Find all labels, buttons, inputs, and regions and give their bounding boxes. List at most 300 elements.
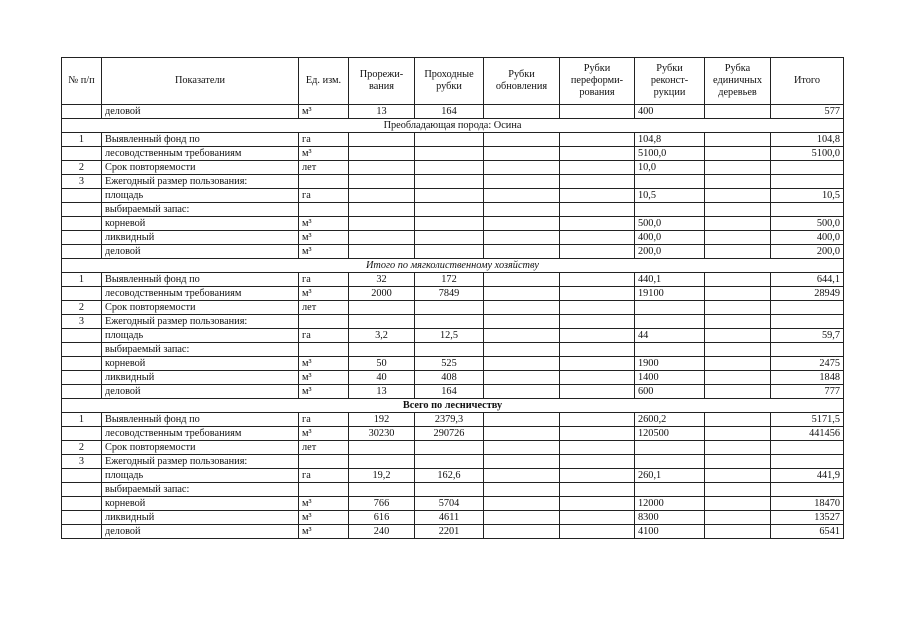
cell-unit: га: [299, 413, 349, 427]
section-title: Всего по лесничеству: [62, 399, 844, 413]
cell-unit: лет: [299, 441, 349, 455]
table-row: [62, 273, 844, 287]
cell-num: [62, 189, 102, 203]
cell-thinning: 40: [349, 371, 415, 385]
cell-reconstruction-cuttings: 2600,2: [635, 413, 705, 427]
cell-total: [771, 203, 844, 217]
cell-total: 777: [771, 385, 844, 399]
cell-renewal-cuttings: [484, 175, 560, 189]
cell-unit: га: [299, 133, 349, 147]
cell-single-tree-cutting: [705, 133, 771, 147]
cell-total: 644,1: [771, 273, 844, 287]
table-row: [62, 413, 844, 427]
cell-total: 13527: [771, 511, 844, 525]
cell-indicator: Ежегодный размер пользования:: [102, 315, 299, 329]
cell-pass-cuttings: [415, 133, 484, 147]
cell-renewal-cuttings: [484, 231, 560, 245]
cell-reform-cuttings: [560, 245, 635, 259]
table-row: [62, 497, 844, 511]
cell-reconstruction-cuttings: [635, 203, 705, 217]
cell-reconstruction-cuttings: 400: [635, 105, 705, 119]
cell-num: [62, 203, 102, 217]
cell-reconstruction-cuttings: 4100: [635, 525, 705, 539]
cell-indicator: лесоводственным требованиям: [102, 287, 299, 301]
cell-thinning: 13: [349, 385, 415, 399]
cell-total: 577: [771, 105, 844, 119]
cell-total: [771, 483, 844, 497]
cell-num: [62, 231, 102, 245]
cell-reconstruction-cuttings: 10,5: [635, 189, 705, 203]
cell-total: [771, 455, 844, 469]
table-row: [62, 441, 844, 455]
cell-reconstruction-cuttings: [635, 455, 705, 469]
cell-single-tree-cutting: [705, 105, 771, 119]
cell-indicator: корневой: [102, 357, 299, 371]
table-row: [62, 105, 844, 119]
cell-num: [62, 147, 102, 161]
cell-pass-cuttings: 2379,3: [415, 413, 484, 427]
cell-indicator: лесоводственным требованиям: [102, 427, 299, 441]
table-row: [62, 203, 844, 217]
cell-renewal-cuttings: [484, 133, 560, 147]
cell-thinning: 30230: [349, 427, 415, 441]
cell-single-tree-cutting: [705, 161, 771, 175]
cell-reconstruction-cuttings: 400,0: [635, 231, 705, 245]
cell-indicator: деловой: [102, 525, 299, 539]
cell-reform-cuttings: [560, 343, 635, 357]
table-row: [62, 175, 844, 189]
cell-unit: [299, 315, 349, 329]
table-row: [62, 371, 844, 385]
cell-num: 1: [62, 273, 102, 287]
cell-num: [62, 469, 102, 483]
cell-single-tree-cutting: [705, 231, 771, 245]
cell-total: 441,9: [771, 469, 844, 483]
cell-renewal-cuttings: [484, 287, 560, 301]
cell-num: [62, 483, 102, 497]
cell-unit: лет: [299, 161, 349, 175]
cell-total: 400,0: [771, 231, 844, 245]
cell-pass-cuttings: [415, 161, 484, 175]
cell-pass-cuttings: 525: [415, 357, 484, 371]
header-reconstruction-cuttings: Рубки реконст-рукции: [635, 58, 705, 105]
cell-reconstruction-cuttings: 1900: [635, 357, 705, 371]
cell-pass-cuttings: 164: [415, 105, 484, 119]
cell-renewal-cuttings: [484, 217, 560, 231]
cell-unit: м³: [299, 511, 349, 525]
cell-reform-cuttings: [560, 511, 635, 525]
cell-reconstruction-cuttings: 600: [635, 385, 705, 399]
cell-total: [771, 175, 844, 189]
cell-unit: м³: [299, 385, 349, 399]
cell-indicator: корневой: [102, 217, 299, 231]
cell-reform-cuttings: [560, 483, 635, 497]
cell-reform-cuttings: [560, 525, 635, 539]
cell-pass-cuttings: [415, 231, 484, 245]
cell-reform-cuttings: [560, 147, 635, 161]
cell-unit: га: [299, 329, 349, 343]
cell-indicator: ликвидный: [102, 371, 299, 385]
cell-indicator: лесоводственным требованиям: [102, 147, 299, 161]
cell-single-tree-cutting: [705, 175, 771, 189]
cell-reform-cuttings: [560, 273, 635, 287]
cell-pass-cuttings: [415, 441, 484, 455]
cell-thinning: [349, 217, 415, 231]
cell-unit: [299, 455, 349, 469]
cell-reconstruction-cuttings: [635, 301, 705, 315]
cell-thinning: [349, 315, 415, 329]
cell-single-tree-cutting: [705, 329, 771, 343]
cell-total: 2475: [771, 357, 844, 371]
cell-reconstruction-cuttings: 440,1: [635, 273, 705, 287]
cell-single-tree-cutting: [705, 455, 771, 469]
header-reform-cuttings: Рубки переформи-рования: [560, 58, 635, 105]
section-row: [62, 119, 844, 133]
cell-thinning: [349, 161, 415, 175]
cell-single-tree-cutting: [705, 441, 771, 455]
cell-renewal-cuttings: [484, 455, 560, 469]
cell-pass-cuttings: 7849: [415, 287, 484, 301]
cell-renewal-cuttings: [484, 413, 560, 427]
cell-num: [62, 217, 102, 231]
header-pass-cuttings: Проходные рубки: [415, 58, 484, 105]
cell-num: 3: [62, 315, 102, 329]
cell-indicator: Ежегодный размер пользования:: [102, 455, 299, 469]
cell-unit: м³: [299, 231, 349, 245]
table-row: [62, 385, 844, 399]
cell-pass-cuttings: 290726: [415, 427, 484, 441]
cell-single-tree-cutting: [705, 525, 771, 539]
header-num: № п/п: [62, 58, 102, 105]
cell-renewal-cuttings: [484, 497, 560, 511]
table-row: [62, 147, 844, 161]
cell-reform-cuttings: [560, 329, 635, 343]
table-row: [62, 189, 844, 203]
cell-single-tree-cutting: [705, 511, 771, 525]
cell-indicator: корневой: [102, 497, 299, 511]
cell-total: [771, 315, 844, 329]
cell-indicator: выбираемый запас:: [102, 343, 299, 357]
section-row: [62, 259, 844, 273]
cell-num: [62, 385, 102, 399]
cell-num: 3: [62, 175, 102, 189]
cell-single-tree-cutting: [705, 343, 771, 357]
cell-indicator: выбираемый запас:: [102, 483, 299, 497]
header-unit: Ед. изм.: [299, 58, 349, 105]
cell-single-tree-cutting: [705, 189, 771, 203]
cell-renewal-cuttings: [484, 371, 560, 385]
cell-num: [62, 371, 102, 385]
cell-thinning: [349, 441, 415, 455]
cell-reform-cuttings: [560, 413, 635, 427]
cell-reform-cuttings: [560, 455, 635, 469]
cell-reform-cuttings: [560, 161, 635, 175]
cell-num: 2: [62, 441, 102, 455]
cell-indicator: деловой: [102, 245, 299, 259]
cell-renewal-cuttings: [484, 315, 560, 329]
cell-reconstruction-cuttings: 200,0: [635, 245, 705, 259]
header-renewal-cuttings: Рубки обновления: [484, 58, 560, 105]
section-title: Итого по мягколиственному хозяйству: [62, 259, 844, 273]
cell-thinning: 50: [349, 357, 415, 371]
cell-pass-cuttings: [415, 343, 484, 357]
cell-unit: м³: [299, 497, 349, 511]
cell-single-tree-cutting: [705, 203, 771, 217]
cell-total: 59,7: [771, 329, 844, 343]
cell-unit: м³: [299, 105, 349, 119]
cell-thinning: [349, 343, 415, 357]
cell-reconstruction-cuttings: 500,0: [635, 217, 705, 231]
header-indicators: Показатели: [102, 58, 299, 105]
table-body: [62, 105, 844, 539]
cell-indicator: деловой: [102, 105, 299, 119]
cell-pass-cuttings: [415, 217, 484, 231]
cell-reconstruction-cuttings: [635, 175, 705, 189]
cell-num: [62, 427, 102, 441]
cell-reform-cuttings: [560, 217, 635, 231]
table-row: [62, 329, 844, 343]
cell-total: 500,0: [771, 217, 844, 231]
cell-pass-cuttings: 12,5: [415, 329, 484, 343]
cell-reconstruction-cuttings: [635, 441, 705, 455]
table-row: [62, 511, 844, 525]
cell-single-tree-cutting: [705, 469, 771, 483]
cell-reform-cuttings: [560, 427, 635, 441]
cell-single-tree-cutting: [705, 147, 771, 161]
cell-indicator: площадь: [102, 329, 299, 343]
cell-num: [62, 511, 102, 525]
cell-total: 1848: [771, 371, 844, 385]
cell-total: 5171,5: [771, 413, 844, 427]
cell-thinning: 3,2: [349, 329, 415, 343]
header-thinning: Прорежи-вания: [349, 58, 415, 105]
cell-total: [771, 343, 844, 357]
header-total: Итого: [771, 58, 844, 105]
cell-renewal-cuttings: [484, 301, 560, 315]
cell-pass-cuttings: [415, 245, 484, 259]
cell-renewal-cuttings: [484, 105, 560, 119]
cell-total: 441456: [771, 427, 844, 441]
cell-total: [771, 301, 844, 315]
cell-thinning: 240: [349, 525, 415, 539]
cell-single-tree-cutting: [705, 497, 771, 511]
cell-renewal-cuttings: [484, 525, 560, 539]
cell-indicator: деловой: [102, 385, 299, 399]
cell-reform-cuttings: [560, 175, 635, 189]
cell-pass-cuttings: 172: [415, 273, 484, 287]
cell-unit: м³: [299, 371, 349, 385]
cell-reform-cuttings: [560, 203, 635, 217]
cell-num: [62, 343, 102, 357]
cell-reconstruction-cuttings: 120500: [635, 427, 705, 441]
cell-pass-cuttings: [415, 315, 484, 329]
cell-reform-cuttings: [560, 357, 635, 371]
cell-renewal-cuttings: [484, 161, 560, 175]
table-row: [62, 161, 844, 175]
cell-single-tree-cutting: [705, 483, 771, 497]
cell-indicator: Выявленный фонд по: [102, 273, 299, 287]
cell-unit: м³: [299, 427, 349, 441]
cell-unit: лет: [299, 301, 349, 315]
cell-pass-cuttings: [415, 455, 484, 469]
cell-total: [771, 441, 844, 455]
cell-num: [62, 105, 102, 119]
cell-reform-cuttings: [560, 105, 635, 119]
cell-thinning: [349, 147, 415, 161]
table-row: [62, 427, 844, 441]
cell-reconstruction-cuttings: [635, 343, 705, 357]
cell-reform-cuttings: [560, 287, 635, 301]
cell-reform-cuttings: [560, 315, 635, 329]
cell-total: 10,5: [771, 189, 844, 203]
cell-single-tree-cutting: [705, 273, 771, 287]
cell-renewal-cuttings: [484, 469, 560, 483]
cell-reconstruction-cuttings: 260,1: [635, 469, 705, 483]
cell-unit: га: [299, 469, 349, 483]
cell-renewal-cuttings: [484, 511, 560, 525]
table-row: [62, 231, 844, 245]
cell-unit: м³: [299, 287, 349, 301]
cell-single-tree-cutting: [705, 217, 771, 231]
cell-num: [62, 525, 102, 539]
cell-num: [62, 245, 102, 259]
cell-indicator: площадь: [102, 189, 299, 203]
cell-num: 2: [62, 301, 102, 315]
cell-total: 28949: [771, 287, 844, 301]
cell-unit: [299, 483, 349, 497]
table-row: [62, 455, 844, 469]
cell-indicator: Выявленный фонд по: [102, 133, 299, 147]
cell-reconstruction-cuttings: 1400: [635, 371, 705, 385]
cell-single-tree-cutting: [705, 371, 771, 385]
cell-thinning: 2000: [349, 287, 415, 301]
cell-total: 104,8: [771, 133, 844, 147]
cell-reconstruction-cuttings: 44: [635, 329, 705, 343]
table-row: [62, 133, 844, 147]
cell-renewal-cuttings: [484, 385, 560, 399]
cell-total: 18470: [771, 497, 844, 511]
section-title: Преобладающая порода: Осина: [62, 119, 844, 133]
cell-single-tree-cutting: [705, 413, 771, 427]
cell-reconstruction-cuttings: 10,0: [635, 161, 705, 175]
cell-single-tree-cutting: [705, 357, 771, 371]
cell-reform-cuttings: [560, 189, 635, 203]
cell-unit: га: [299, 189, 349, 203]
cell-renewal-cuttings: [484, 329, 560, 343]
cell-thinning: 616: [349, 511, 415, 525]
cell-thinning: 13: [349, 105, 415, 119]
cell-thinning: [349, 301, 415, 315]
cell-renewal-cuttings: [484, 441, 560, 455]
header-single-tree-cutting: Рубка единичных деревьев: [705, 58, 771, 105]
cell-pass-cuttings: 408: [415, 371, 484, 385]
cell-reform-cuttings: [560, 469, 635, 483]
cell-indicator: Срок повторяемости: [102, 301, 299, 315]
cell-renewal-cuttings: [484, 147, 560, 161]
cell-indicator: выбираемый запас:: [102, 203, 299, 217]
table-header-row: [62, 58, 844, 105]
cell-indicator: Ежегодный размер пользования:: [102, 175, 299, 189]
cell-single-tree-cutting: [705, 301, 771, 315]
section-row: [62, 399, 844, 413]
cell-thinning: [349, 483, 415, 497]
cell-reconstruction-cuttings: [635, 315, 705, 329]
cell-num: [62, 497, 102, 511]
cell-unit: м³: [299, 245, 349, 259]
cell-thinning: [349, 231, 415, 245]
cell-num: 3: [62, 455, 102, 469]
cell-num: 1: [62, 133, 102, 147]
cell-indicator: Срок повторяемости: [102, 161, 299, 175]
cell-renewal-cuttings: [484, 189, 560, 203]
table-row: [62, 525, 844, 539]
cell-unit: га: [299, 273, 349, 287]
cell-renewal-cuttings: [484, 427, 560, 441]
cell-thinning: 19,2: [349, 469, 415, 483]
cell-total: 6541: [771, 525, 844, 539]
cell-pass-cuttings: 164: [415, 385, 484, 399]
cell-thinning: [349, 245, 415, 259]
cell-indicator: Срок повторяемости: [102, 441, 299, 455]
cell-thinning: 32: [349, 273, 415, 287]
cell-renewal-cuttings: [484, 273, 560, 287]
cell-reconstruction-cuttings: 5100,0: [635, 147, 705, 161]
cell-pass-cuttings: 5704: [415, 497, 484, 511]
cell-single-tree-cutting: [705, 245, 771, 259]
cell-pass-cuttings: 2201: [415, 525, 484, 539]
cell-pass-cuttings: [415, 483, 484, 497]
cell-num: [62, 287, 102, 301]
cell-reconstruction-cuttings: 8300: [635, 511, 705, 525]
table-row: [62, 483, 844, 497]
cell-thinning: [349, 189, 415, 203]
cell-pass-cuttings: [415, 301, 484, 315]
cell-renewal-cuttings: [484, 245, 560, 259]
cell-pass-cuttings: 162,6: [415, 469, 484, 483]
cell-thinning: 192: [349, 413, 415, 427]
table-row: [62, 245, 844, 259]
cell-indicator: Выявленный фонд по: [102, 413, 299, 427]
cell-unit: [299, 203, 349, 217]
cell-renewal-cuttings: [484, 343, 560, 357]
forest-use-table: [61, 57, 844, 539]
cell-thinning: [349, 175, 415, 189]
cell-thinning: 766: [349, 497, 415, 511]
cell-reform-cuttings: [560, 301, 635, 315]
cell-pass-cuttings: 4611: [415, 511, 484, 525]
table-row: [62, 217, 844, 231]
cell-total: 200,0: [771, 245, 844, 259]
cell-num: [62, 357, 102, 371]
cell-unit: [299, 343, 349, 357]
cell-thinning: [349, 455, 415, 469]
cell-pass-cuttings: [415, 147, 484, 161]
cell-single-tree-cutting: [705, 385, 771, 399]
cell-reform-cuttings: [560, 497, 635, 511]
cell-single-tree-cutting: [705, 287, 771, 301]
table-row: [62, 469, 844, 483]
cell-total: 5100,0: [771, 147, 844, 161]
cell-unit: [299, 175, 349, 189]
cell-renewal-cuttings: [484, 357, 560, 371]
cell-renewal-cuttings: [484, 203, 560, 217]
cell-single-tree-cutting: [705, 315, 771, 329]
cell-thinning: [349, 133, 415, 147]
cell-reconstruction-cuttings: 12000: [635, 497, 705, 511]
cell-num: [62, 329, 102, 343]
cell-indicator: ликвидный: [102, 231, 299, 245]
cell-unit: м³: [299, 525, 349, 539]
